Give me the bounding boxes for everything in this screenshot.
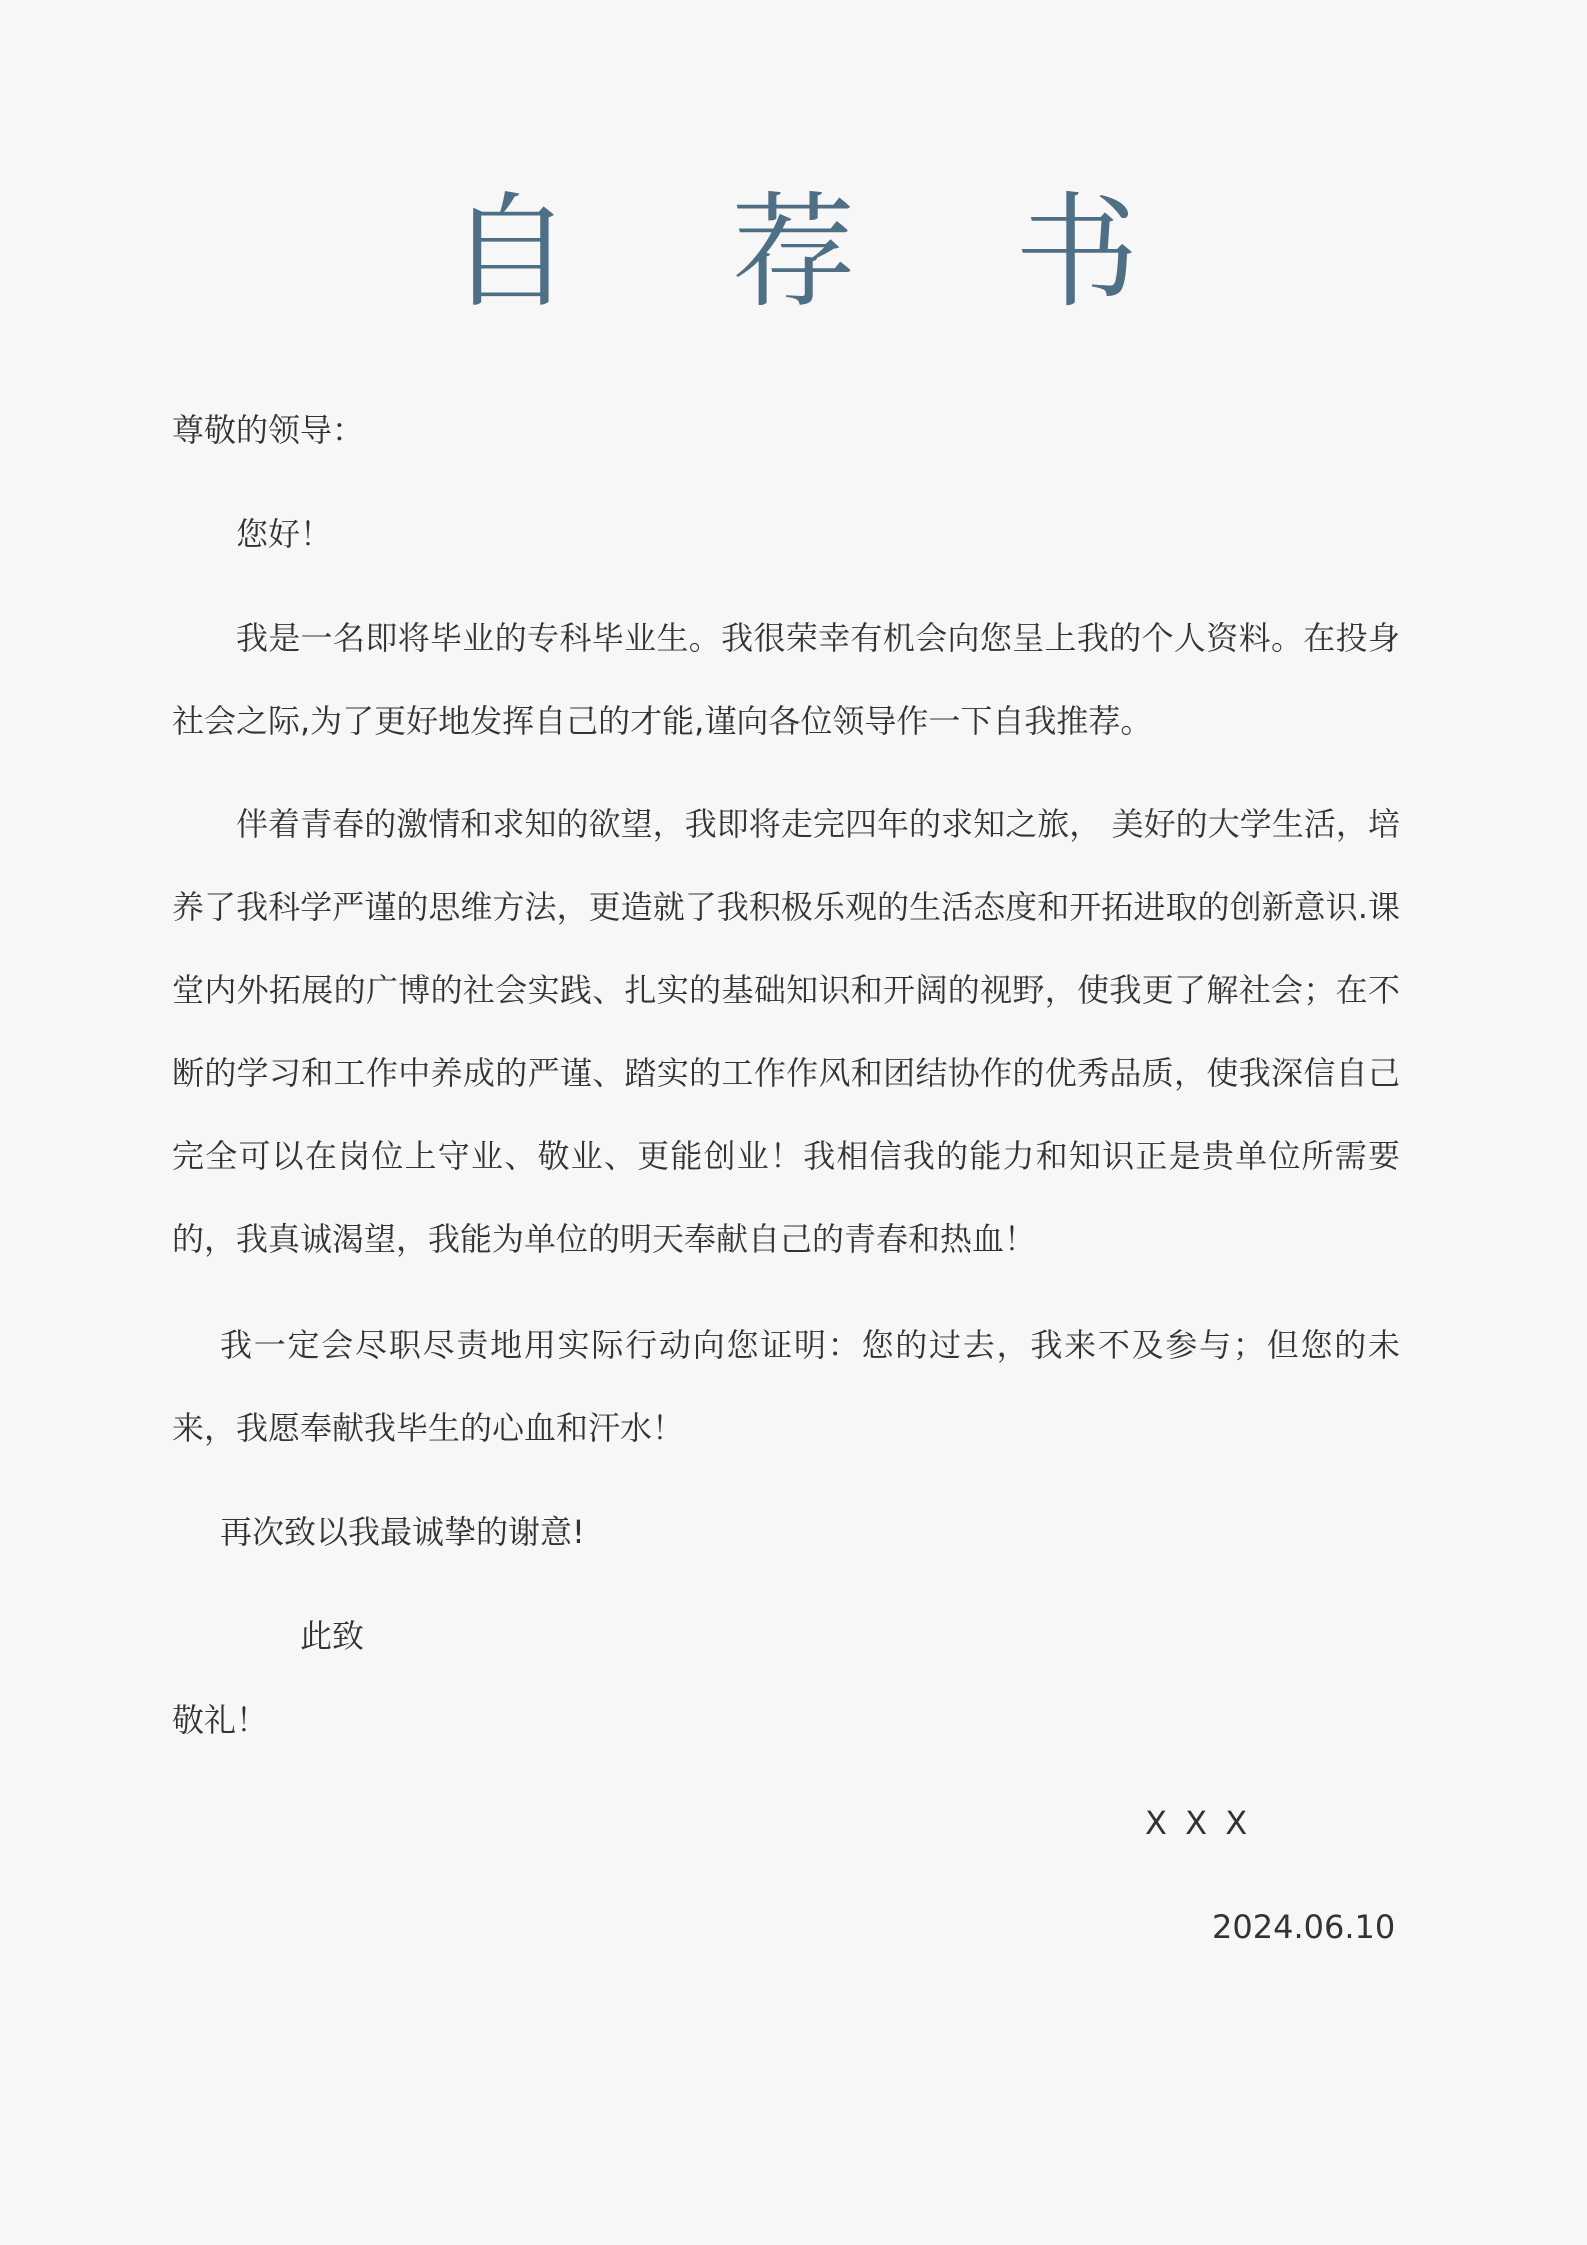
paragraph-experience: 伴着青春的激情和求知的欲望，我即将走完四年的求知之旅， 美好的大学生活，培养了我科学严谨的思维方法，更造就了我积极乐观的生活态度和开拓进取的创新意识.课堂内外拓展的广博的社会实践、扎实的基础知识和开阔的视野，使我更了解社会；在不断的学习和工作中养成的严谨、踏实的工作作风和团结协作的优秀品质，使我深信自己完全可以在岗位上守业、敬业、更能创业！我相信我的能力和知识正是贵单位所需要的，我真诚渴望，我能为单位的明天奉献自己的青春和热血！ (172, 805, 1400, 1258)
paragraph-commitment: 我一定会尽职尽责地用实际行动向您证明：您的过去，我来不及参与；但您的未来，我愿奉献我毕生的心血和汗水！ (172, 1326, 1400, 1447)
hello-line: 您好！ (236, 515, 333, 553)
document-title (0, 178, 1587, 328)
signature-name: X X X (1145, 1804, 1252, 1842)
paragraph-intro: 我是一名即将毕业的专科毕业生。我很荣幸有机会向您呈上我的个人资料。在投身社会之际,为了更好地发挥自己的才能,谨向各位领导作一下自我推荐。 (172, 619, 1400, 740)
paragraph-thanks: 再次致以我最诚挚的谢意! (220, 1513, 585, 1551)
title-text: 自 荐 书 (448, 181, 1199, 325)
greeting-line: 尊敬的领导： (172, 411, 365, 449)
signature-date: 2024.06.10 (1212, 1908, 1396, 1946)
regards-line: 敬礼！ (172, 1701, 269, 1739)
salutation-line: 此致 (300, 1617, 365, 1655)
